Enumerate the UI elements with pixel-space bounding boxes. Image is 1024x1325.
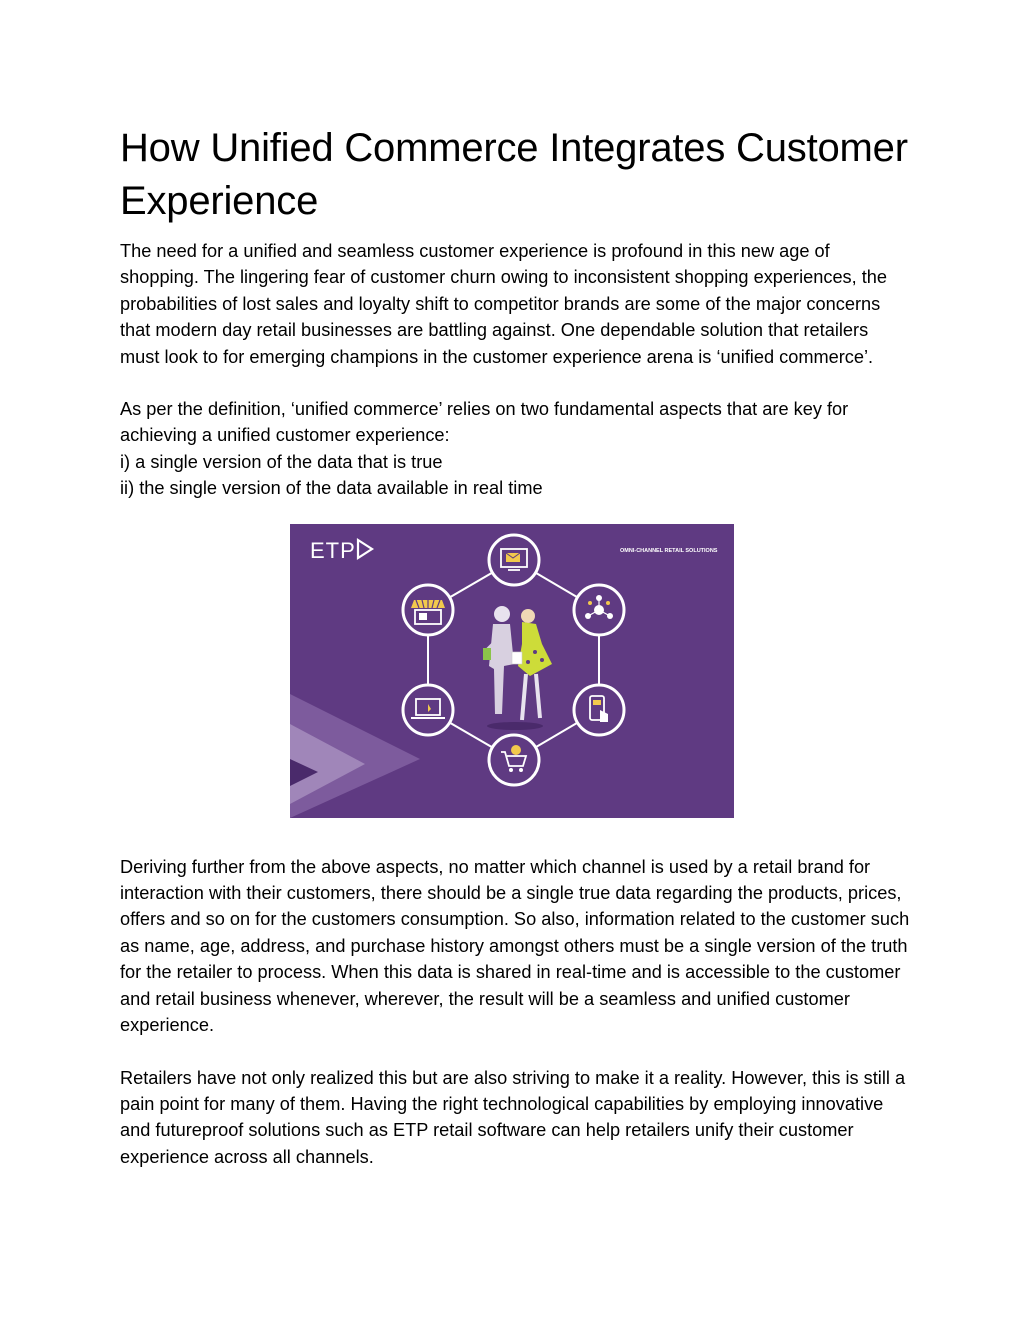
list-item-2: ii) the single version of the data available in real time (120, 478, 543, 499)
paragraph-intro: The need for a unified and seamless customer experience is profound in this new age of shopping. The lingering fear of customer churn owing to inconsistent shopping experiences, the probabilities of lost sales and loyalty shift to competitor brands are some of the major concerns that modern day retail businesses are battling against. One dependable solution that retailers must look to for emerging champions in the customer experience arena is ‘unified commerce’. (120, 241, 888, 367)
page-title: How Unified Commerce Integrates Customer Experience (120, 126, 908, 223)
storefront-icon (403, 585, 453, 635)
svg-text:ETP: ETP (310, 537, 356, 563)
paragraph-retailers: Retailers have not only realized this but are also striving to make it a reality. However, this is still a pain point for many of them. Having the right technological capabilities by employing innovative and futureproof solutions such as ETP retail software can help retailers unify their customer experience across all channels. (120, 1067, 906, 1167)
email-icon (489, 535, 539, 585)
paragraph-definition: As per the definition, ‘unified commerce’ relies on two fundamental aspects that are key for achieving a unified customer experience: (120, 399, 849, 446)
mobile-touch-icon (574, 685, 624, 735)
paragraph-deriving: Deriving further from the above aspects, no matter which channel is used by a retail brand for interaction with their customers, there should be a single true data regarding the products, prices, offers and so on for the customers consumption. So also, information related to the customer such as name, age, address, and purchase history amongst others must be a single version of the truth for the retailer to process. When this data is shared in real-time and is accessible to the customer and retail business whenever, wherever, the result will be a seamless and unified customer experience. (120, 856, 910, 1036)
document-page (120, 122, 910, 1170)
etp-omnichannel-figure (290, 524, 734, 818)
list-item-1: i) a single version of the data that is true (120, 451, 443, 472)
network-icon (574, 585, 624, 635)
shopping-cart-icon (489, 735, 539, 785)
tagline: OMNI-CHANNEL RETAIL SOLUTIONS (620, 547, 718, 554)
laptop-icon (403, 685, 453, 735)
